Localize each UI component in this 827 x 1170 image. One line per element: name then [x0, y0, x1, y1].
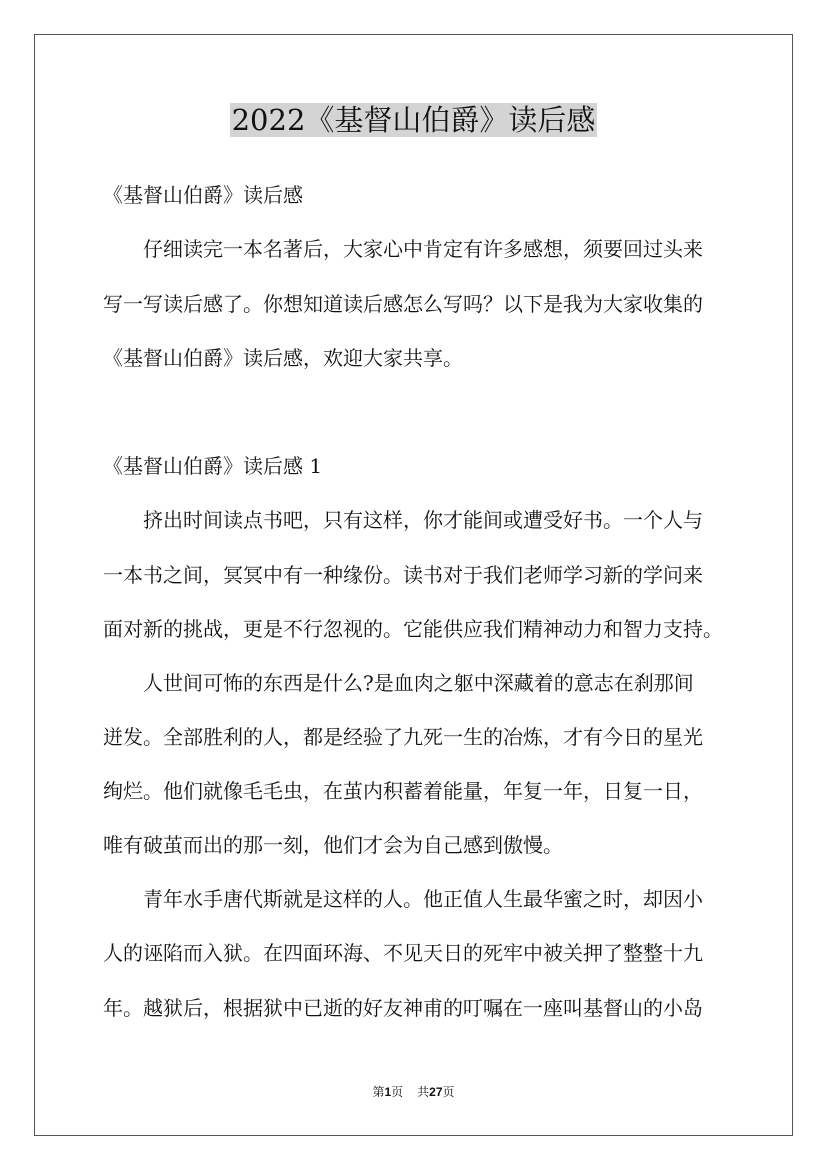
page-prefix: 第 [372, 1085, 385, 1099]
section-heading: 《基督山伯爵》读后感 [103, 183, 303, 207]
paragraph-line: 绚烂。他们就像毛毛虫，在茧内积蓄着能量，年复一年，日复一日， [103, 779, 703, 803]
page-number: 1 [384, 1085, 392, 1099]
page-suffix: 页 [391, 1085, 404, 1099]
page-footer [0, 1084, 827, 1100]
paragraph-line: 年。越狱后，根据狱中已逝的好友神甫的叮嘱在一座叫基督山的小岛 [103, 996, 703, 1020]
paragraph-line: 《基督山伯爵》读后感，欢迎大家共享。 [103, 346, 463, 370]
paragraph-line: 唯有破茧而出的那一刻，他们才会为自己感到傲慢。 [103, 833, 563, 857]
paragraph-line: 人的诬陷而入狱。在四面环海、不见天日的死牢中被关押了整整十九 [103, 941, 703, 965]
paragraph-line: 面对新的挑战，更是不行忽视的。它能供应我们精神动力和智力支持。 [103, 617, 723, 641]
paragraph-line: 人世间可怖的东西是什么?是血肉之躯中深藏着的意志在刹那间 [143, 671, 694, 695]
paragraph-line: 迸发。全部胜利的人，都是经验了九死一生的冶炼，才有今日的星光 [103, 725, 703, 749]
paragraph-line: 写一写读后感了。你想知道读后感怎么写吗？以下是我为大家收集的 [103, 292, 703, 316]
paragraph-line: 青年水手唐代斯就是这样的人。他正值人生最华蜜之时，却因小 [143, 887, 703, 911]
total-suffix: 页 [442, 1085, 455, 1099]
paragraph-line: 一本书之间，冥冥中有一种缘份。读书对于我们老师学习新的学问来 [103, 563, 703, 587]
total-pages: 27 [429, 1085, 443, 1099]
paragraph-line: 挤出时间读点书吧，只有这样，你才能间或遭受好书。一个人与 [143, 508, 703, 532]
section-heading: 《基督山伯爵》读后感 1 [103, 454, 323, 478]
document-title [0, 98, 827, 142]
paragraph-line: 仔细读完一本名著后，大家心中肯定有许多感想，须要回过头来 [143, 237, 703, 261]
document-title-text: 2022《基督山伯爵》读后感 [231, 103, 596, 137]
total-prefix: 共 [417, 1085, 430, 1099]
